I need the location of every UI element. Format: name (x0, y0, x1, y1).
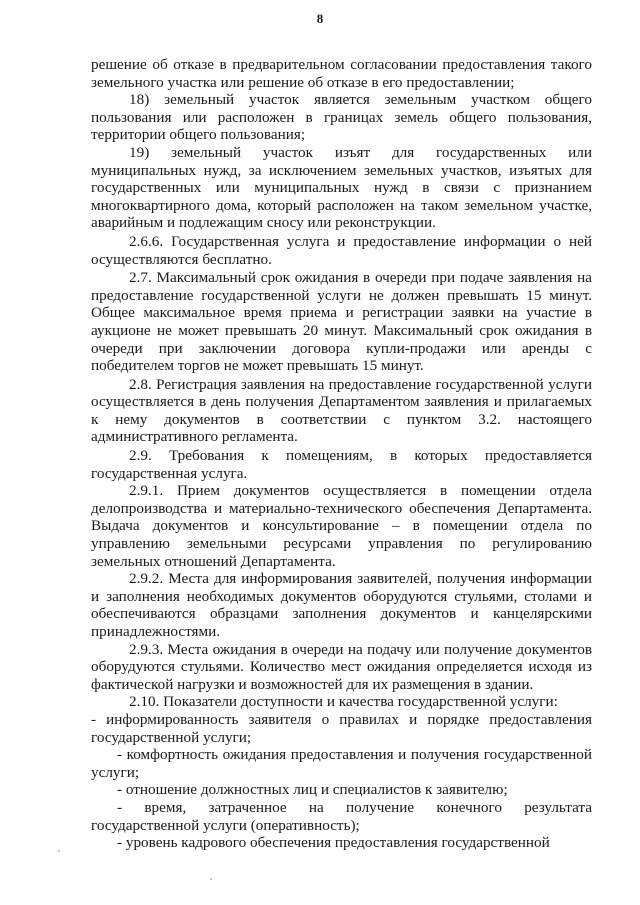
paragraph-item-17-continuation: решение об отказе в предварительном согласовании предоставления такого земельного участка или решение об отказе в его предоставлении; (91, 56, 592, 91)
scan-speck (210, 878, 212, 880)
paragraph-2-9-1: 2.9.1. Прием документов осуществляется в помещении отдела делопроизводства и материально-технического обеспечения Департамента. Выдача документов и консультирование – в помещении отдела по управлению земельными ресурсами управления по регулированию земельных отношений Департамента. (91, 482, 592, 570)
list-item-comfort: - комфортность ожидания предоставления и получения государственной услуги; (91, 746, 592, 781)
paragraph-2-7: 2.7. Максимальный срок ожидания в очереди при подаче заявления на предоставление государственной услуги не должен превышать 15 минут. Общее максимальное время приема и регистрации заявки на участие в аукционе не может превышать 20 минут. Максимальный срок ожидания в очереди при заключении договора купли-продажи или аренды с победителем торгов не может превышать 15 минут. (91, 269, 592, 375)
paragraph-2-9-3: 2.9.3. Места ожидания в очереди на подачу или получение документов оборудуются стульями. Количество мест ожидания определяется исходя из фактической нагрузки и возможностей для их размещения в здании. (91, 640, 592, 693)
list-item-time: - время, затраченное на получение конечного результата государственной услуги (оперативность); (91, 798, 592, 834)
list-item-staffing: - уровень кадрового обеспечения предоставления государственной (117, 834, 550, 852)
scan-speck (58, 850, 60, 852)
document-body (91, 56, 592, 852)
paragraph-2-9: 2.9. Требования к помещениям, в которых предоставляется государственная услуга. (91, 447, 592, 482)
paragraph-item-19: 19) земельный участок изъят для государственных или муниципальных нужд, за исключением земельных участков, изъятых для государственных или муниципальных нужд в связи с признанием многоквартирного дома, который расположен на таком земельном участке, аварийным и подлежащим сносу или реконструкции. (91, 143, 592, 232)
page-number: 8 (316, 11, 324, 26)
paragraph-2-10: 2.10. Показатели доступности и качества государственной услуги: (129, 693, 558, 711)
list-item-attitude: - отношение должностных лиц и специалистов к заявителю; (117, 781, 508, 799)
paragraph-item-18: 18) земельный участок является земельным участком общего пользования или расположен в границах земель общего пользования, территории общего пользования; (91, 91, 592, 144)
list-item-informed: - информированность заявителя о правилах и порядке предоставления государственной услуги; (91, 710, 592, 746)
paragraph-2-8: 2.8. Регистрация заявления на предоставление государственной услуги осуществляется в день получения Департаментом заявления и прилагаемых к нему документов в соответствии с пунктом 3.2. настоящего административного регламента. (91, 375, 592, 446)
paragraph-2-6-6: 2.6.6. Государственная услуга и предоставление информации о ней осуществляются бесплатно. (91, 232, 592, 268)
paragraph-2-9-2: 2.9.2. Места для информирования заявителей, получения информации и заполнения необходимых документов оборудуются стульями, столами и обеспечиваются образцами заполнения документов и канцелярскими принадлежностями. (91, 570, 592, 640)
